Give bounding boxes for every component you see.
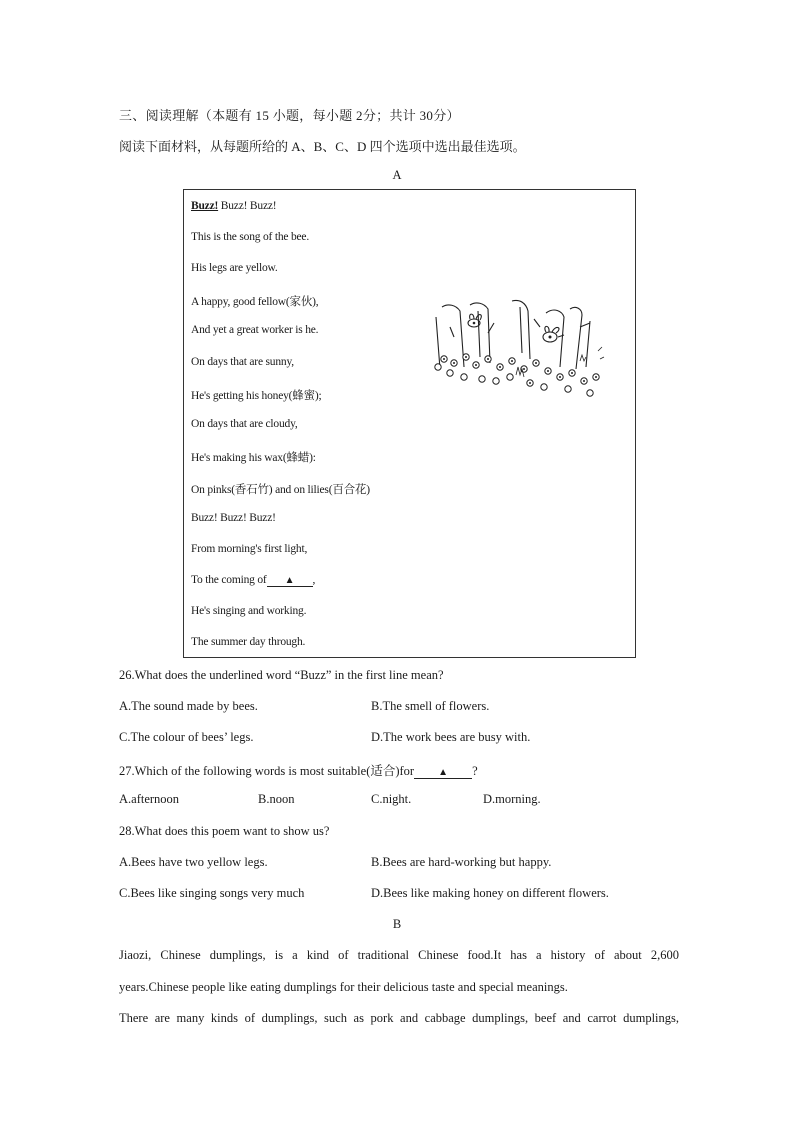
poem-line: A happy, good fellow(家伙), (191, 296, 319, 308)
poem-line: On pinks(香石竹) and on lilies(百合花) (191, 484, 370, 496)
question-27-option-c[interactable]: C.night. (371, 792, 412, 806)
poem-line-1-rest: Buzz! Buzz! (218, 200, 277, 212)
poem-box (183, 189, 636, 658)
bee-flowers-illustration (430, 297, 608, 399)
poem-line: On days that are cloudy, (191, 418, 298, 430)
question-27-stem-suffix: ? (472, 764, 478, 778)
passage-b-line-2: years.Chinese people like eating dumplings for their delicious taste and special meanings. (119, 980, 568, 994)
poem-line: From morning's first light, (191, 543, 308, 555)
passage-b-line-3: There are many kinds of dumplings, such as pork and cabbage dumplings, beef and carrot dumplings, (119, 1011, 679, 1025)
poem-line: He's getting his honey(蜂蜜); (191, 390, 322, 402)
question-26-option-b[interactable]: B.The smell of flowers. (371, 699, 490, 713)
passage-a-label: A (392, 168, 402, 182)
poem-line: And yet a great worker is he. (191, 324, 319, 336)
poem-blank-suffix: , (312, 574, 316, 586)
question-26-option-c[interactable]: C.The colour of bees’ legs. (119, 730, 254, 744)
poem-blank-line (191, 574, 315, 587)
question-28-option-a[interactable]: A.Bees have two yellow legs. (119, 855, 268, 869)
poem-line: He's making his wax(蜂蜡): (191, 452, 316, 464)
poem-line: His legs are yellow. (191, 262, 278, 274)
question-27-option-d[interactable]: D.morning. (483, 792, 541, 806)
question-26-option-a[interactable]: A.The sound made by bees. (119, 699, 258, 713)
instructions: 阅读下面材料，从每题所给的 A、B、C、D 四个选项中选出最佳选项。 (119, 139, 526, 154)
question-27-blank (414, 767, 472, 779)
poem-line-1 (191, 200, 276, 212)
question-28-option-b[interactable]: B.Bees are hard-working but happy. (371, 855, 552, 869)
poem-blank-prefix: To the coming of (191, 574, 267, 586)
section-title: 三、阅读理解（本题有 15 小题，每小题 2分；共计 30分） (119, 108, 460, 123)
poem-line: The summer day through. (191, 636, 306, 648)
question-26-option-d[interactable]: D.The work bees are busy with. (371, 730, 531, 744)
passage-b-line-1: Jiaozi, Chinese dumplings, is a kind of traditional Chinese food.It has a history of about 2,600 (119, 948, 679, 962)
question-28-option-c[interactable]: C.Bees like singing songs very much (119, 886, 305, 900)
triangle-mark-icon: ▲ (438, 767, 449, 778)
question-27-stem (119, 761, 478, 779)
passage-b-label: B (392, 917, 402, 931)
question-28-stem: 28.What does this poem want to show us? (119, 824, 330, 838)
question-27-option-b[interactable]: B.noon (258, 792, 295, 806)
question-27-option-a[interactable]: A.afternoon (119, 792, 180, 806)
underlined-buzz: Buzz! (191, 200, 219, 212)
poem-line: This is the song of the bee. (191, 231, 310, 243)
poem-line: Buzz! Buzz! Buzz! (191, 512, 276, 524)
poem-blank (267, 575, 313, 587)
question-28-option-d[interactable]: D.Bees like making honey on different flowers. (371, 886, 609, 900)
question-27-stem-text: 27.Which of the following words is most suitable(适合)for (119, 764, 415, 778)
triangle-mark-icon: ▲ (284, 575, 295, 586)
poem-line: On days that are sunny, (191, 356, 294, 368)
question-26-stem: 26.What does the underlined word “Buzz” in the first line mean? (119, 668, 444, 682)
poem-line: He's singing and working. (191, 605, 307, 617)
